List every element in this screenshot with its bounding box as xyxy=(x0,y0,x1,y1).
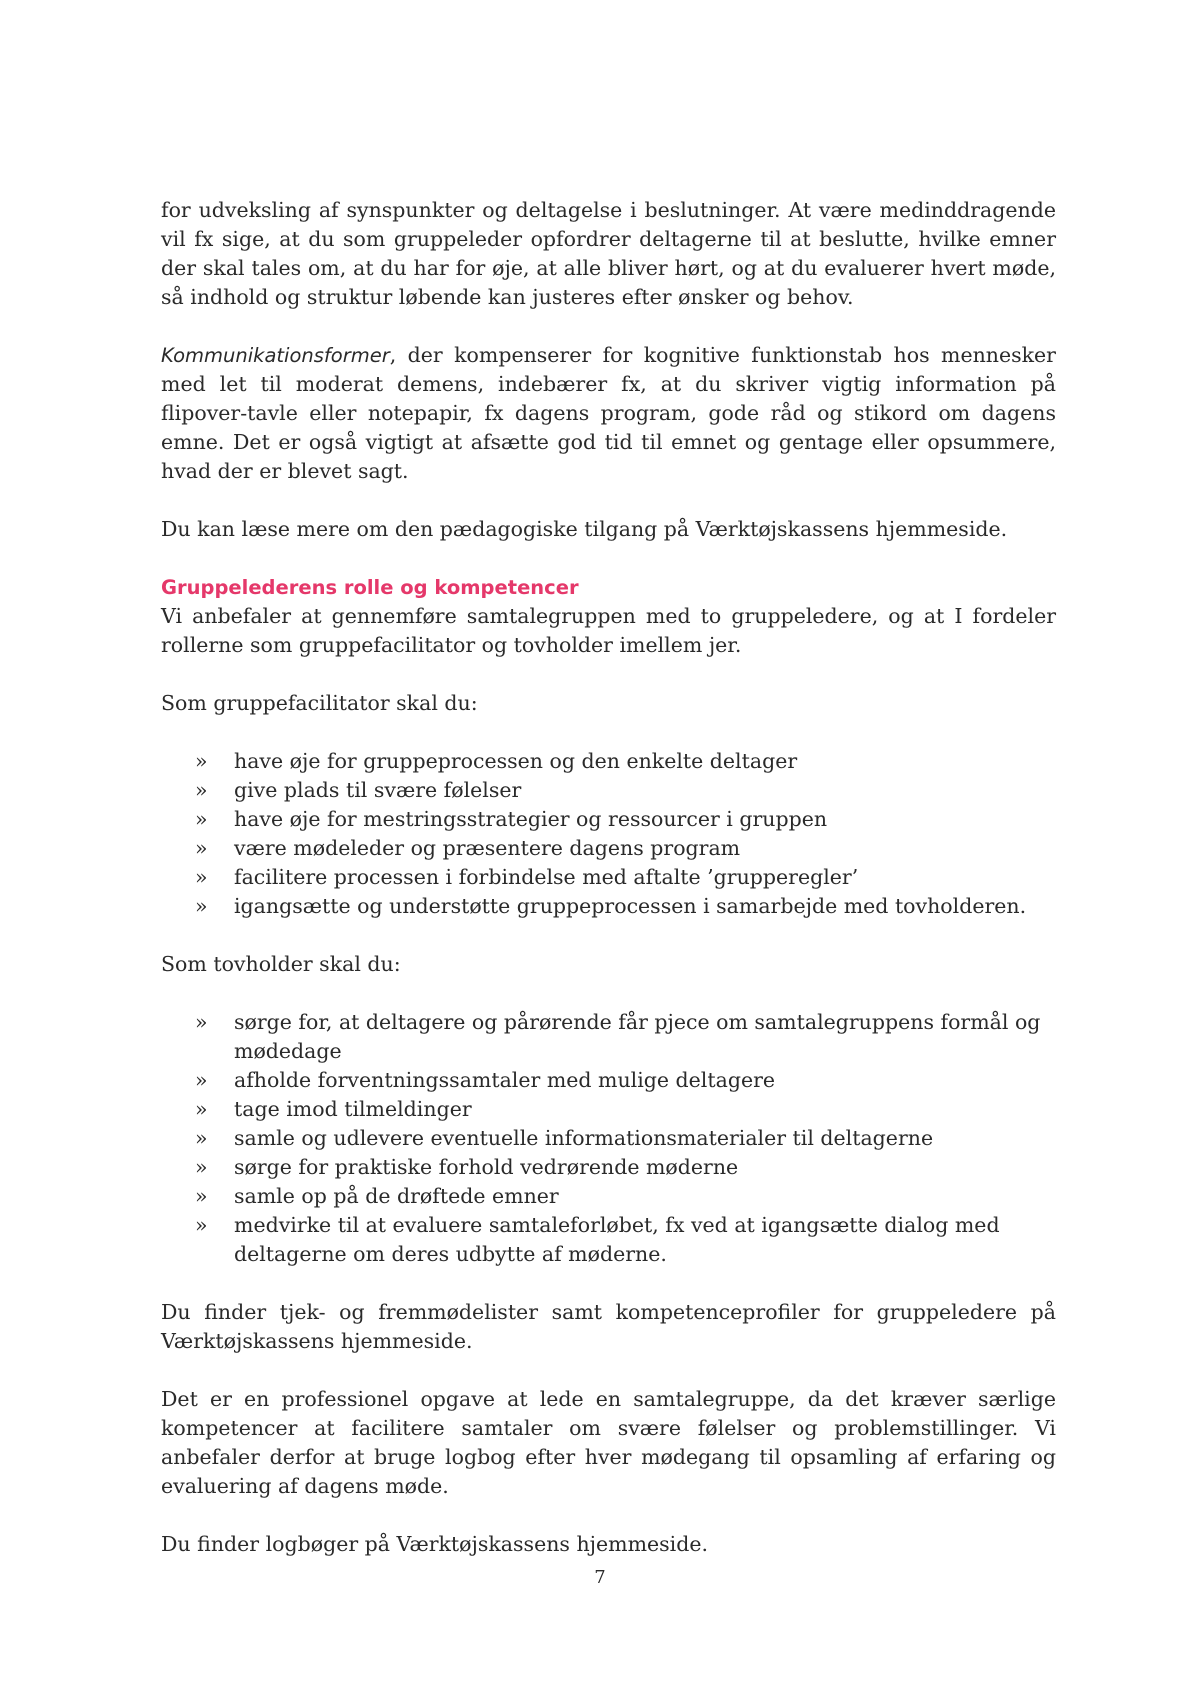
facilitator-intro: Som gruppefacilitator skal du: xyxy=(161,691,478,715)
list-item-text: samle op på de drøftede emner xyxy=(234,1184,559,1208)
list-item-text: give plads til svære følelser xyxy=(234,778,522,802)
list-item-text: sørge for praktiske forhold vedrørende møderne xyxy=(234,1155,739,1179)
bullet-marker: » xyxy=(195,1068,208,1092)
list-item xyxy=(161,1008,1056,1066)
section-paragraph-1: Vi anbefaler at gennemføre samtalegruppen med to gruppeledere, og at I fordeler rollerne som gruppefacilitator og tovholder imellem jer. xyxy=(161,604,1056,657)
bullet-marker: » xyxy=(195,894,208,918)
section-heading: Gruppelederens rolle og kompetencer xyxy=(161,576,579,599)
list-item-text: sørge for, at deltagere og pårørende får pjece om samtalegruppens formål og mødedage xyxy=(234,1010,1041,1063)
list-item-text: tage imod tilmeldinger xyxy=(234,1097,472,1121)
bullet-marker: » xyxy=(195,1155,208,1179)
professional-paragraph: Det er en professionel opgave at lede en samtalegruppe, da det kræver særlige kompetencer at facilitere samtaler om svære følelser og problemstillinger. Vi anbefaler derfor at bruge logbog efter hver mødegang til opsamling af erfaring og evaluering af dagens møde. xyxy=(161,1387,1056,1498)
bullet-marker: » xyxy=(195,807,208,831)
bullet-marker: » xyxy=(195,1213,208,1237)
list-item-text: have øje for gruppeprocessen og den enkelte deltager xyxy=(234,749,798,773)
lists-paragraph: Du finder tjek- og fremmødelister samt kompetenceprofiler for gruppeledere på Værktøjskassens hjemmeside. xyxy=(161,1300,1056,1353)
list-item-text: medvirke til at evaluere samtaleforløbet, fx ved at igangsætte dialog med deltagerne om deres udbytte af møderne. xyxy=(234,1213,1000,1266)
list-item-text: være mødeleder og præsentere dagens program xyxy=(234,836,741,860)
bullet-marker: » xyxy=(195,865,208,889)
bullet-marker: » xyxy=(195,778,208,802)
list-item xyxy=(161,863,1056,892)
list-item xyxy=(161,1182,1056,1211)
list-item xyxy=(161,805,1056,834)
list-item-text: igangsætte og understøtte gruppeprocessen i samarbejde med tovholderen. xyxy=(234,894,1027,918)
intro-paragraph-3: Du kan læse mere om den pædagogiske tilgang på Værktøjskassens hjemmeside. xyxy=(161,517,1008,541)
bullet-marker: » xyxy=(195,836,208,860)
bullet-marker: » xyxy=(195,1126,208,1150)
list-item-text: have øje for mestringsstrategier og ressourcer i gruppen xyxy=(234,807,828,831)
intro-paragraph-2-rest: , der kompenserer for kognitive funktionstab hos mennesker med let til moderat demens, indebærer fx, at du skriver vigtig information på flipover-tavle eller notepapir, fx dagens program, gode råd og stikord om dagens emne. Det er også vigtigt at afsætte god tid til emnet og gentage eller opsummere, hvad der er blevet sagt. xyxy=(161,343,1056,483)
list-item xyxy=(161,1095,1056,1124)
logbooks-paragraph: Du finder logbøger på Værktøjskassens hjemmeside. xyxy=(161,1532,708,1556)
list-item xyxy=(161,1066,1056,1095)
list-item xyxy=(161,892,1056,921)
list-item xyxy=(161,1211,1056,1269)
bullet-marker: » xyxy=(195,749,208,773)
page-content xyxy=(161,196,1056,1559)
tovholder-intro: Som tovholder skal du: xyxy=(161,952,401,976)
intro-paragraph-1: for udveksling af synspunkter og deltagelse i beslutninger. At være medinddragende vil fx sige, at du som gruppeleder opfordrer deltagerne til at beslutte, hvilke emner der skal tales om, at du har for øje, at alle bliver hørt, og at du evaluerer hvert møde, så indhold og struktur løbende kan justeres efter ønsker og behov. xyxy=(161,198,1056,309)
bullet-marker: » xyxy=(195,1010,208,1034)
list-item-text: samle og udlevere eventuelle informationsmaterialer til deltagerne xyxy=(234,1126,934,1150)
page-number: 7 xyxy=(594,1567,606,1588)
facilitator-list xyxy=(161,747,1056,921)
list-item-text: afholde forventningssamtaler med mulige deltagere xyxy=(234,1068,776,1092)
term-kommunikationsformer: Kommunikationsformer xyxy=(161,344,390,367)
tovholder-list xyxy=(161,1008,1056,1269)
list-item xyxy=(161,1124,1056,1153)
intro-paragraph-2 xyxy=(161,341,1056,486)
list-item xyxy=(161,834,1056,863)
bullet-marker: » xyxy=(195,1184,208,1208)
list-item xyxy=(161,747,1056,776)
list-item xyxy=(161,776,1056,805)
list-item xyxy=(161,1153,1056,1182)
list-item-text: facilitere processen i forbindelse med aftalte ’grupperegler’ xyxy=(234,865,859,889)
bullet-marker: » xyxy=(195,1097,208,1121)
